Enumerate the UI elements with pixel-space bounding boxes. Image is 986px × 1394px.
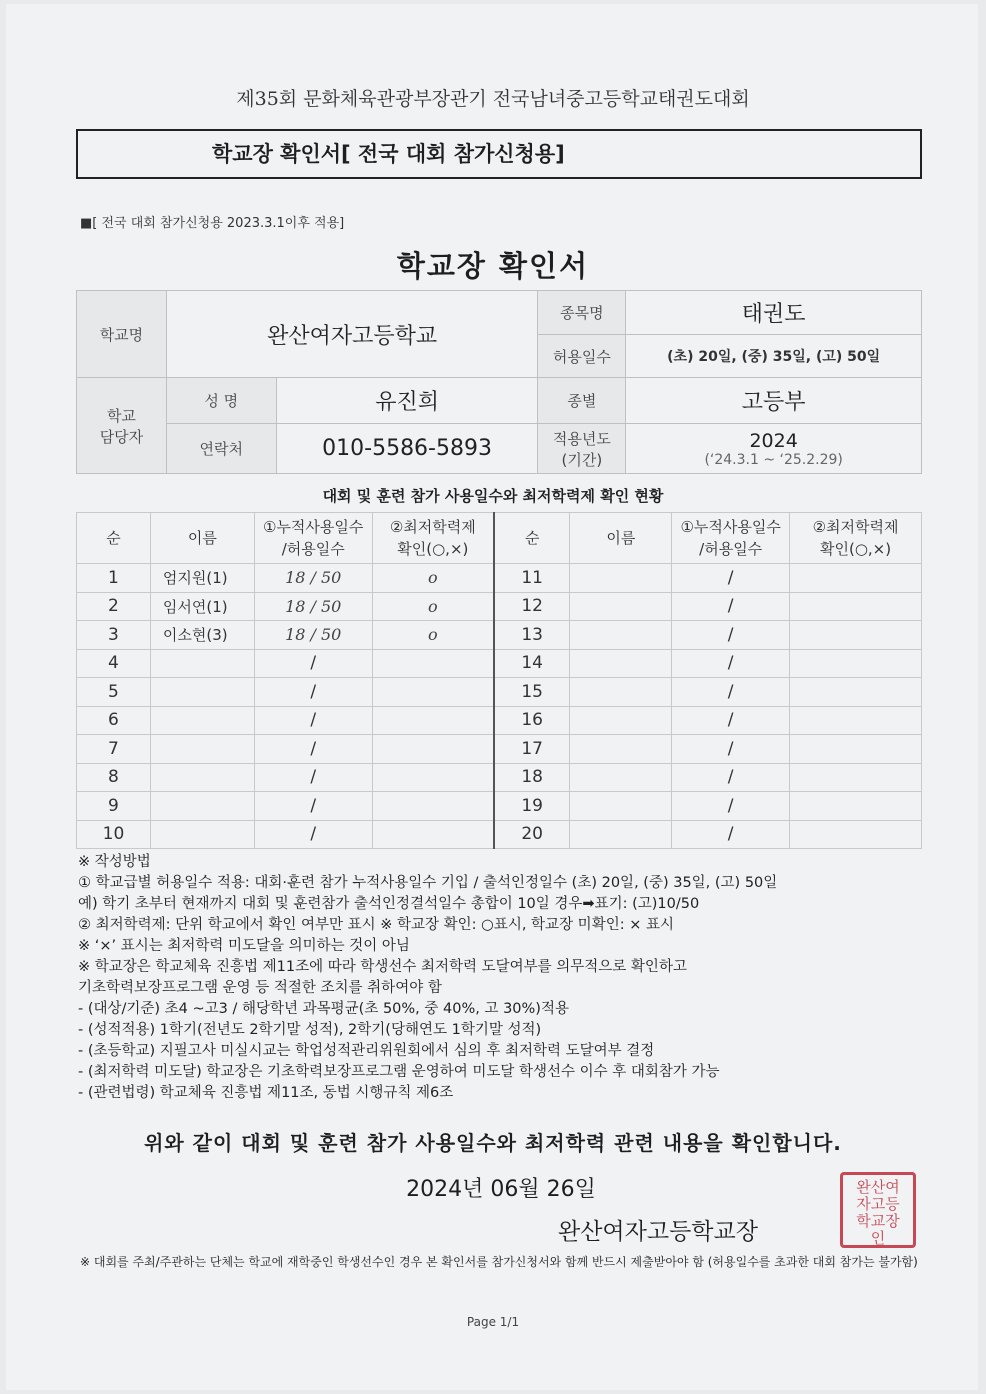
student-name xyxy=(570,763,672,792)
division-label: 종별 xyxy=(538,378,626,424)
row-number: 6 xyxy=(77,706,151,735)
row-number: 13 xyxy=(494,621,570,650)
min-academic-check xyxy=(372,763,494,792)
days-used: / xyxy=(672,592,790,621)
table-row xyxy=(77,592,922,621)
student-name xyxy=(150,706,254,735)
school-seal-stamp: 완산여 자고등 학교장 인 xyxy=(840,1172,916,1248)
division-value: 고등부 xyxy=(626,378,922,424)
footnote: ※ 대회를 주최/주관하는 단체는 학교에 재학중인 학생선수인 경우 본 확인서를 참가신청서와 함께 반드시 제출받아야 함 (허용일수를 초과한 대회 참가는 불가함) xyxy=(80,1255,918,1269)
student-name xyxy=(570,592,672,621)
days-used: / xyxy=(672,735,790,764)
student-name xyxy=(150,763,254,792)
page-number: Page 1/1 xyxy=(466,1315,520,1329)
instruction-line: ① 학교급별 허용일수 적용: 대회·훈련 참가 누적사용일수 기입 / 출석인정일수 (초) 20일, (중) 35일, (고) 50일 xyxy=(78,875,778,891)
row-number: 8 xyxy=(77,763,151,792)
row-number: 2 xyxy=(77,592,151,621)
student-name xyxy=(150,735,254,764)
table-row xyxy=(77,763,922,792)
person-name-label: 성 명 xyxy=(166,378,276,424)
student-status-table xyxy=(76,512,922,849)
table-row xyxy=(77,564,922,593)
instruction-line: - (관련법령) 학교체육 진흥법 제11조, 동법 시행규칙 제6조 xyxy=(78,1085,454,1101)
row-number: 7 xyxy=(77,735,151,764)
instruction-line: 예) 학기 초부터 현재까지 대회 및 훈련참가 출석인정결석일수 총합이 10일 경우➡표기: (고)10/50 xyxy=(78,896,700,912)
instructions xyxy=(78,852,918,1104)
year-value: 2024 xyxy=(749,429,798,452)
row-number: 4 xyxy=(77,649,151,678)
table-row xyxy=(77,792,922,821)
issue-date: 2024년 06월 26일 xyxy=(406,1177,596,1202)
school-name-value: 완산여자고등학교 xyxy=(166,291,538,378)
row-number: 20 xyxy=(494,820,570,849)
min-academic-check xyxy=(790,564,922,593)
applicable-year-label xyxy=(538,424,626,474)
student-name xyxy=(570,706,672,735)
sport-value: 태권도 xyxy=(626,291,922,335)
event-title: 제35회 문화체육관광부장관기 전국남녀중고등학교태권도대회 xyxy=(236,88,750,110)
applicable-year-value xyxy=(626,424,922,474)
days-used: 18 / 50 xyxy=(254,621,372,650)
student-name: 엄지원(1) xyxy=(150,564,254,593)
student-name: 이소현(3) xyxy=(150,621,254,650)
min-academic-check xyxy=(790,735,922,764)
principal-signature: 완산여자고등학교장 xyxy=(558,1219,758,1245)
days-used: / xyxy=(254,792,372,821)
sport-label: 종목명 xyxy=(538,291,626,335)
min-academic-check xyxy=(790,649,922,678)
instruction-line: - (대상/기준) 초4 ~고3 / 해당학년 과목평균(초 50%, 중 40%, 고 30%)적용 xyxy=(78,1001,569,1017)
row-number: 14 xyxy=(494,649,570,678)
instruction-line: 기초학력보장프로그램 운영 등 적절한 조치를 취하여야 함 xyxy=(78,980,442,996)
contact-person-label xyxy=(77,378,167,474)
table-row xyxy=(77,649,922,678)
student-name xyxy=(570,735,672,764)
allowed-days-value: (초) 20일, (중) 35일, (고) 50일 xyxy=(626,335,922,378)
row-number: 17 xyxy=(494,735,570,764)
phone-value: 010-5586-5893 xyxy=(276,424,538,474)
row-number: 3 xyxy=(77,621,151,650)
row-number: 5 xyxy=(77,678,151,707)
student-name xyxy=(570,564,672,593)
student-name xyxy=(570,792,672,821)
days-used: / xyxy=(672,792,790,821)
min-academic-check xyxy=(372,792,494,821)
min-academic-check xyxy=(372,735,494,764)
applicable-year-label-line1: 적용년도 xyxy=(552,429,611,448)
col-header-no: 순 xyxy=(494,513,570,564)
confirmation-statement: 위와 같이 대회 및 훈련 참가 사용일수와 최저학력 관련 내용을 확인합니다. xyxy=(144,1131,842,1155)
days-used: / xyxy=(672,678,790,707)
min-academic-check xyxy=(372,706,494,735)
days-used: / xyxy=(254,735,372,764)
instruction-line: - (최저학력 미도달) 학교장은 기초학력보장프로그램 운영하여 미도달 학생선수 이수 후 대회참가 가능 xyxy=(78,1064,720,1080)
min-academic-check xyxy=(790,592,922,621)
table-row xyxy=(77,678,922,707)
school-info-table xyxy=(76,290,922,474)
school-name-label: 학교명 xyxy=(77,291,167,378)
form-title-box: 학교장 확인서[ 전국 대회 참가신청용] xyxy=(76,129,922,179)
student-name xyxy=(150,678,254,707)
contact-person-label-line1: 학교 xyxy=(106,406,136,425)
min-academic-check xyxy=(790,706,922,735)
min-academic-check: o xyxy=(372,592,494,621)
row-number: 1 xyxy=(77,564,151,593)
row-number: 16 xyxy=(494,706,570,735)
col-header-no: 순 xyxy=(77,513,151,564)
days-used: / xyxy=(672,706,790,735)
person-name-value: 유진희 xyxy=(276,378,538,424)
col-header-name: 이름 xyxy=(570,513,672,564)
days-used: / xyxy=(254,649,372,678)
min-academic-check xyxy=(790,792,922,821)
row-number: 15 xyxy=(494,678,570,707)
application-note: ■[ 전국 대회 참가신청용 2023.3.1이후 적용] xyxy=(80,216,345,231)
days-used: / xyxy=(672,820,790,849)
student-name xyxy=(570,678,672,707)
days-used: / xyxy=(672,564,790,593)
min-academic-check: o xyxy=(372,621,494,650)
days-used: 18 / 50 xyxy=(254,564,372,593)
period-value: (‘24.3.1 ~ ‘25.2.29) xyxy=(704,451,843,468)
instruction-line: - (성적적용) 1학기(전년도 2학기말 성적), 2학기(당해연도 1학기말 성적) xyxy=(78,1022,542,1038)
table-row xyxy=(77,621,922,650)
student-name xyxy=(150,820,254,849)
allowed-days-label: 허용일수 xyxy=(538,335,626,378)
min-academic-check xyxy=(790,621,922,650)
phone-label: 연락처 xyxy=(166,424,276,474)
days-used: / xyxy=(672,621,790,650)
col-header-min-academic: ②최저학력제 확인(○,×) xyxy=(790,513,922,564)
row-number: 18 xyxy=(494,763,570,792)
min-academic-check xyxy=(372,820,494,849)
min-academic-check xyxy=(372,649,494,678)
days-used: / xyxy=(254,706,372,735)
days-used: / xyxy=(672,649,790,678)
days-used: / xyxy=(254,820,372,849)
table-row xyxy=(77,706,922,735)
days-used: 18 / 50 xyxy=(254,592,372,621)
instruction-line: - (초등학교) 지필고사 미실시교는 학업성적관리위원회에서 심의 후 최저학력 도달여부 결정 xyxy=(78,1043,655,1059)
student-name xyxy=(570,621,672,650)
row-number: 10 xyxy=(77,820,151,849)
instruction-line: ② 최저학력제: 단위 학교에서 확인 여부만 표시 ※ 학교장 확인: ○표시, 학교장 미확인: × 표시 xyxy=(78,917,674,933)
min-academic-check xyxy=(790,763,922,792)
days-used: / xyxy=(254,763,372,792)
student-name xyxy=(570,820,672,849)
student-name xyxy=(150,649,254,678)
table-row xyxy=(77,735,922,764)
student-name: 임서연(1) xyxy=(150,592,254,621)
col-header-min-academic: ②최저학력제 확인(○,×) xyxy=(372,513,494,564)
instruction-line: ※ ‘×’ 표시는 최저학력 미도달을 의미하는 것이 아님 xyxy=(78,938,410,954)
row-number: 12 xyxy=(494,592,570,621)
days-used: / xyxy=(672,763,790,792)
section-title: 대회 및 훈련 참가 사용일수와 최저학력제 확인 현황 xyxy=(322,487,664,505)
col-header-name: 이름 xyxy=(150,513,254,564)
document-title: 학교장 확인서 xyxy=(396,249,590,283)
min-academic-check xyxy=(790,678,922,707)
student-name xyxy=(570,649,672,678)
applicable-year-label-line2: (기간) xyxy=(561,450,603,469)
row-number: 11 xyxy=(494,564,570,593)
student-name xyxy=(150,792,254,821)
contact-person-label-line2: 담당자 xyxy=(99,427,144,446)
instruction-line: ※ 학교장은 학교체육 진흥법 제11조에 따라 학생선수 최저학력 도달여부를 의무적으로 확인하고 xyxy=(78,959,687,975)
days-used: / xyxy=(254,678,372,707)
col-header-days: ①누적사용일수 /허용일수 xyxy=(672,513,790,564)
instruction-line: ※ 작성방법 xyxy=(78,854,151,870)
min-academic-check: o xyxy=(372,564,494,593)
min-academic-check xyxy=(372,678,494,707)
row-number: 9 xyxy=(77,792,151,821)
table-row xyxy=(77,820,922,849)
min-academic-check xyxy=(790,820,922,849)
row-number: 19 xyxy=(494,792,570,821)
col-header-days: ①누적사용일수 /허용일수 xyxy=(254,513,372,564)
